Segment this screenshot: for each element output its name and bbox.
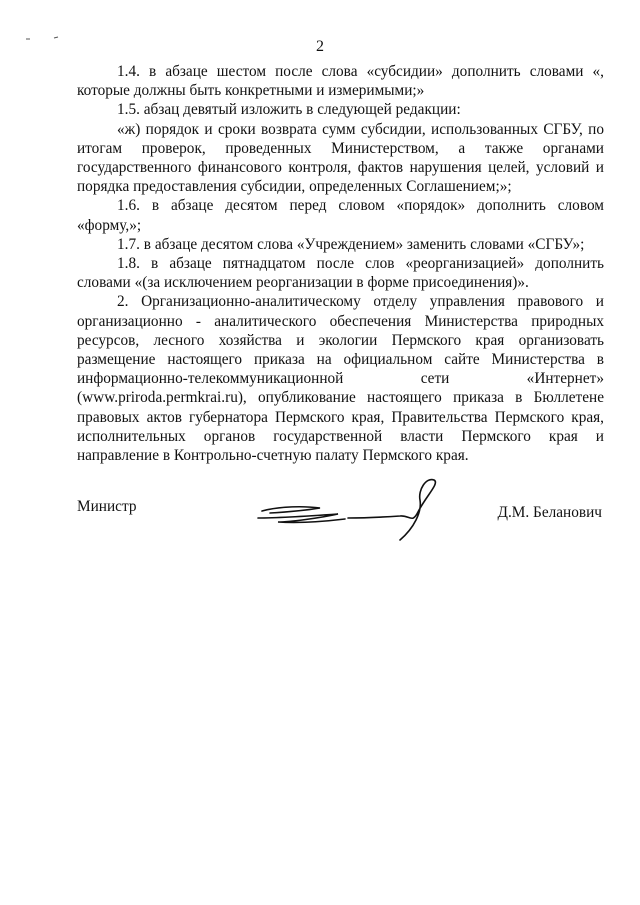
paragraph-1-8: 1.8. в абзаце пятнадцатом после слов «реорганизацией» дополнить словами «(за исключением реорганизации в форме присоединения)».: [77, 255, 604, 292]
paragraph-1-7: 1.7. в абзаце десятом слова «Учреждением» заменить словами «СГБУ»;: [117, 235, 585, 253]
paragraph-1-5: 1.5. абзац девятый изложить в следующей редакции:: [117, 101, 461, 119]
document-body: [77, 62, 604, 465]
signer-title: Министр: [77, 498, 137, 515]
paragraph-2: 2. Организационно-аналитическому отделу управления правового и организационно - аналитического обеспечения Министерства природных ресурсов, лесного хозяйства и экологии Пермского края организовать размещение настоящего приказа на официальном сайте Министерства в информационно-телекоммуникационной сети «Интернет» (www.priroda.permkrai.ru), опубликование настоящего приказа в Бюллетене правовых актов губернатора Пермского края, Правительства Пермского края, исполнительных органов государственной власти Пермского края и направление в Контрольно-счетную палату Пермского края.: [77, 293, 604, 465]
paragraph-1-5-text: «ж) порядок и сроки возврата сумм субсидии, использованных СГБУ, по итогам проверок, проведенных Министерством, а также органами государственного финансового контроля, фактов нарушения целей, условий и порядка предоставления субсидии, определенных Соглашением;»;: [77, 120, 604, 196]
paragraph-1-6: 1.6. в абзаце десятом перед словом «порядок» дополнить словом «форму,»;: [77, 197, 604, 234]
signer-name: Д.М. Беланович: [497, 504, 602, 521]
page-number: 2: [316, 38, 324, 55]
paragraph-1-4: 1.4. в абзаце шестом после слова «субсидии» дополнить словами «, которые должны быть конкретными и измеримыми;»: [77, 63, 604, 100]
handwritten-signature: [250, 478, 450, 548]
